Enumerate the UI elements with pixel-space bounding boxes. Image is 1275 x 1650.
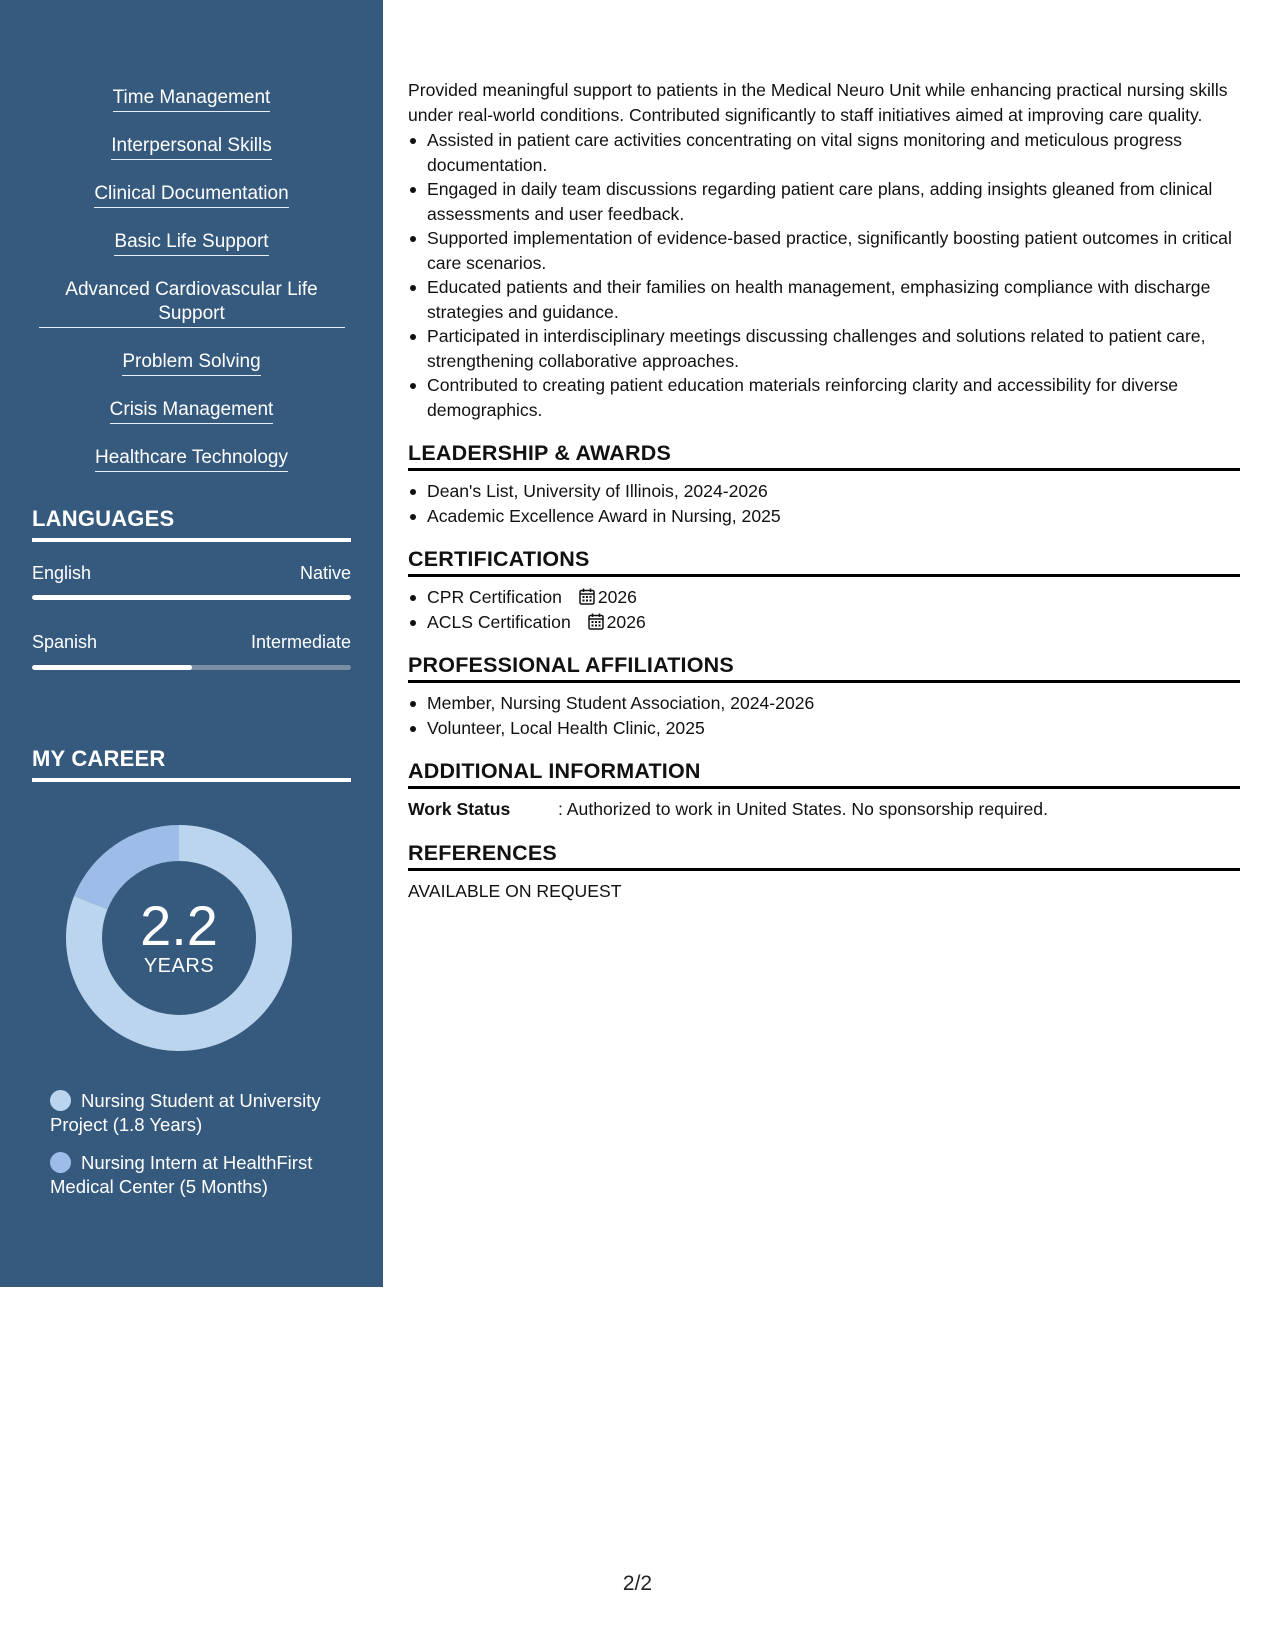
list-item: Assisted in patient care activities concentrating on vital signs monitoring and meticulous progress documentation. bbox=[408, 128, 1240, 177]
language-bar-spanish bbox=[32, 665, 351, 670]
career-total-value: 2.2 bbox=[140, 893, 218, 957]
list-item bbox=[408, 610, 1240, 635]
calendar-icon bbox=[579, 588, 595, 605]
list-item: Participated in interdisciplinary meetings discussing challenges and solutions related to patient care, strengthening collaborative approaches. bbox=[408, 324, 1240, 373]
list-item: Contributed to creating patient education materials reinforcing clarity and accessibility for diverse demographics. bbox=[408, 373, 1240, 422]
affiliations-list bbox=[408, 691, 1240, 740]
language-bar-fill bbox=[32, 595, 351, 600]
work-status-value: : Authorized to work in United States. No sponsorship required. bbox=[558, 799, 1048, 819]
skill-item: Problem Solving bbox=[39, 350, 345, 376]
skill-item: Basic Life Support bbox=[39, 230, 345, 256]
list-item bbox=[408, 585, 1240, 610]
language-name: English bbox=[32, 563, 92, 583]
certifications-list bbox=[408, 585, 1240, 634]
certification-year: 2026 bbox=[606, 611, 646, 632]
page-number: 2/2 bbox=[622, 1572, 653, 1595]
language-spanish bbox=[32, 632, 351, 653]
legend-dot bbox=[50, 1152, 71, 1173]
career-legend-item: Nursing Intern at HealthFirst Medical Center (5 Months) bbox=[50, 1152, 313, 1197]
calendar-icon bbox=[588, 613, 604, 630]
career-total-unit: YEARS bbox=[143, 954, 215, 977]
sidebar bbox=[0, 0, 383, 1287]
language-bar-fill bbox=[32, 665, 192, 670]
languages-heading: LANGUAGES bbox=[32, 506, 351, 542]
donut-center-label bbox=[66, 825, 292, 1051]
language-level: Native bbox=[299, 563, 351, 583]
skill-item: Crisis Management bbox=[39, 398, 345, 424]
leadership-heading: LEADERSHIP & AWARDS bbox=[408, 439, 1240, 471]
skill-item: Interpersonal Skills bbox=[39, 134, 345, 160]
language-bar-english bbox=[32, 595, 351, 600]
certification-name: CPR Certification bbox=[427, 587, 562, 607]
career-legend-item: Nursing Student at University Project (1.8 Years) bbox=[50, 1090, 321, 1135]
certification-name: ACLS Certification bbox=[427, 611, 571, 632]
additional-info-heading: ADDITIONAL INFORMATION bbox=[408, 757, 1240, 789]
legend-dot bbox=[50, 1090, 71, 1111]
language-level: Intermediate bbox=[250, 632, 351, 652]
skill-item: Advanced Cardiovascular Life Support bbox=[39, 278, 345, 328]
language-name: Spanish bbox=[32, 632, 98, 652]
references-heading: REFERENCES bbox=[408, 839, 1240, 871]
skill-item: Healthcare Technology bbox=[39, 446, 345, 472]
affiliations-heading: PROFESSIONAL AFFILIATIONS bbox=[408, 651, 1240, 683]
work-status-row bbox=[408, 797, 1240, 822]
skills-list bbox=[0, 86, 383, 494]
list-item: Dean's List, University of Illinois, 2024-2026 bbox=[408, 479, 1240, 504]
experience-summary: Provided meaningful support to patients in the Medical Neuro Unit while enhancing practical nursing skills under real-world conditions. Contributed significantly to staff initiatives aimed at improving care quality. bbox=[408, 80, 1228, 125]
leadership-list bbox=[408, 479, 1240, 528]
experience-bullets bbox=[408, 128, 1240, 422]
work-status-label: Work Status bbox=[408, 799, 511, 819]
list-item: Member, Nursing Student Association, 2024-2026 bbox=[408, 691, 1240, 716]
language-english bbox=[32, 563, 351, 584]
skill-item: Time Management bbox=[39, 86, 345, 112]
skill-item: Clinical Documentation bbox=[39, 182, 345, 208]
main-content bbox=[408, 78, 1240, 903]
list-item: Educated patients and their families on health management, emphasizing compliance with discharge strategies and guidance. bbox=[408, 275, 1240, 324]
certifications-heading: CERTIFICATIONS bbox=[408, 545, 1240, 577]
list-item: Academic Excellence Award in Nursing, 2025 bbox=[408, 504, 1240, 529]
list-item: Supported implementation of evidence-based practice, significantly boosting patient outcomes in critical care scenarios. bbox=[408, 226, 1240, 275]
list-item: Engaged in daily team discussions regarding patient care plans, adding insights gleaned from clinical assessments and user feedback. bbox=[408, 177, 1240, 226]
list-item: Volunteer, Local Health Clinic, 2025 bbox=[408, 716, 1240, 741]
career-heading: MY CAREER bbox=[32, 746, 351, 782]
certification-year: 2026 bbox=[597, 587, 637, 607]
references-text: AVAILABLE ON REQUEST bbox=[408, 880, 622, 901]
